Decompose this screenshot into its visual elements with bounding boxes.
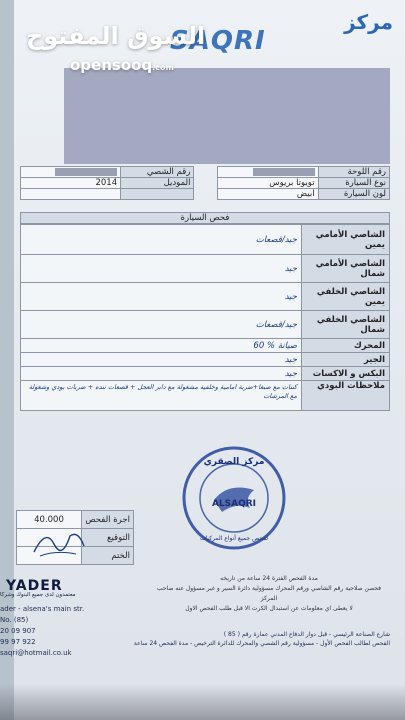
inspection-label: الشاصي الخلفي يمين: [302, 283, 390, 311]
chassis-value: [21, 167, 121, 178]
inspection-value: جيد/قصعات: [21, 311, 302, 339]
stamp-text-en: ALSAQRI: [211, 499, 257, 509]
watermark-domain-tld: .com: [152, 63, 174, 72]
footer-note-2: لا يعطى اي معلومات عن استبدال الكرت الا قبل طلب الفحص الاول: [185, 605, 353, 612]
footer-note-3: الفحص لطالب الفحص الأول - مسؤولية رقم الشصي والمحرك للدائرة الترخيص - مدة الفحص 24 ساعة: [133, 640, 390, 647]
footer-address: شارع الصناعة الرئيسي - قبل دوار الدفاع المدني عمارة رقم ( 85 ): [223, 631, 390, 638]
plate-label: رقم اللوحة: [318, 167, 389, 178]
inspection-value: 60 % صيانة: [21, 339, 302, 353]
model-label: الموديل: [121, 178, 194, 189]
inspection-title: فحص السيارة: [20, 212, 390, 224]
contact-phone-1: 20 09 907: [0, 627, 36, 635]
inspection-value: جيد: [21, 283, 302, 311]
footer-notes: [150, 574, 388, 614]
stamp-text-ar: مركز الصقري: [203, 457, 265, 467]
fee-label: اجرة الفحص: [82, 511, 134, 529]
footer-address-block: [82, 630, 390, 648]
redacted-chassis: [55, 168, 117, 176]
contact-number: No. (85): [0, 616, 29, 624]
model-value: 2014: [21, 178, 121, 189]
color-label: لون السيارة: [318, 189, 389, 200]
contact-address: ader - alsena's main str.: [0, 605, 85, 613]
inspection-value: جيد: [21, 255, 302, 283]
inspection-label: الشاصي الأمامي شمال: [302, 255, 390, 283]
type-value: تويوتا بريوس: [218, 178, 318, 189]
footer-note-1: فحصن صلاحية رقم الشاصي ورقم المحرك مسؤولية دائرة السير و غير مسؤول عنه صاحب المركز: [156, 585, 382, 602]
brand-logo-en: SAQRI: [170, 26, 266, 56]
company-subtitle: معتمدون لدى جميع البنوك وشركا: [0, 592, 76, 598]
inspection-label: المحرك: [302, 339, 390, 353]
type-label: نوع السيارة: [318, 178, 389, 189]
vehicle-info-table: [20, 166, 390, 200]
stamp-label: الختم: [82, 547, 134, 565]
inspection-label: ملاحظات البودي: [302, 381, 390, 411]
inspection-table: [20, 224, 390, 411]
watermark-domain-name: opensooq: [70, 56, 153, 74]
inspection-value: جيد/قصعات: [21, 225, 302, 255]
contact-phone-2: 99 97 922: [0, 638, 36, 646]
plate-value: [218, 167, 318, 178]
redacted-area: [64, 68, 390, 164]
company-name: YADER: [6, 578, 63, 594]
inspection-label: الجير: [302, 353, 390, 367]
inspection-label: الشاصي الأمامي يمين: [302, 225, 390, 255]
watermark-domain: [70, 56, 174, 74]
color-value: ابيض: [218, 189, 318, 200]
inspection-value: جيد: [21, 367, 302, 381]
signature-label: التوقيع: [82, 529, 134, 547]
stamp-sub-ar: لفحص جميع أنواع المركبات: [199, 535, 269, 542]
brand-logo-ar: مركز: [344, 10, 393, 34]
body-notes-value: كنتات مع صبغا+ضربة امامية وخلفية مشغولة مع دابر العجل + قصعات تنده + ضربات بودي وشغولة مع المرشات: [21, 381, 302, 411]
redacted-plate: [253, 168, 315, 176]
fee-value: 40.000: [17, 511, 82, 529]
inspection-label: الشاصي الخلفي شمال: [302, 311, 390, 339]
photo-shadow: [0, 684, 405, 720]
center-stamp: [178, 442, 290, 554]
watermark-title: السوق المفتوح: [26, 22, 206, 50]
chassis-label: رقم الشصي: [121, 167, 194, 178]
inspection-value: جيد: [21, 353, 302, 367]
handwritten-signature: [30, 522, 90, 562]
contact-email: saqri@hotmail.co.uk: [0, 649, 72, 657]
inspection-label: البكس و الاكسات: [302, 367, 390, 381]
footer-validity: مدة الفحص الفترة 24 ساعة من تاريخه: [220, 575, 318, 582]
